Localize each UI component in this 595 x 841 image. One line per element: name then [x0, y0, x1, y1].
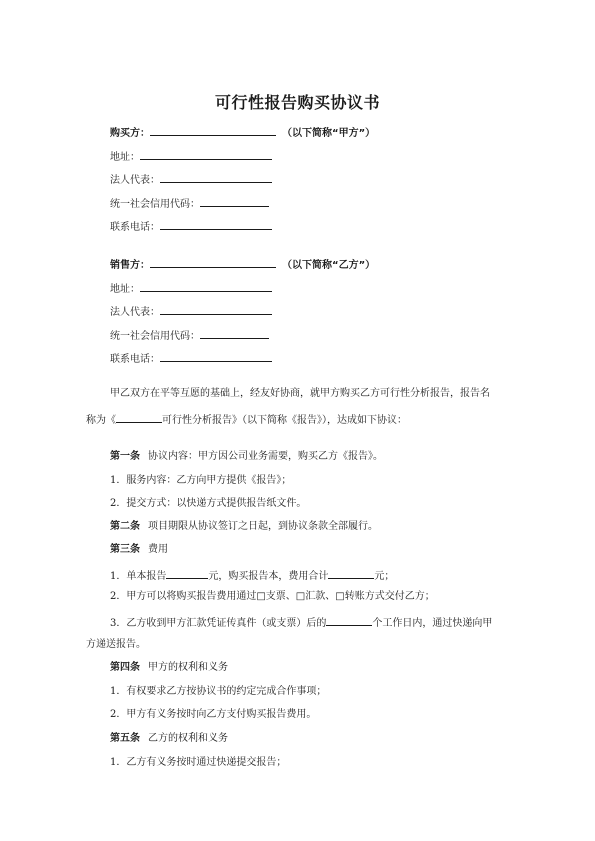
article-5-item-1: 1．乙方有义务按时通过快递提交报告； — [110, 757, 287, 768]
article-4-item-1: 1．有权要求乙方按协议书的约定完成合作事项； — [110, 686, 327, 697]
party-a-phone-label: 联系电话： — [110, 222, 160, 233]
article-5-text: 乙方的权利和义务 — [148, 733, 228, 744]
party-a-address-field[interactable] — [140, 148, 272, 160]
party-a-label: 购买方： — [110, 128, 150, 139]
party-a-address-label: 地址： — [110, 152, 140, 163]
working-days-field[interactable] — [326, 614, 372, 626]
article-1-item-1: 1．服务内容：乙方向甲方提供《报告》； — [110, 475, 292, 486]
party-a-credit-code-row — [110, 195, 269, 212]
unit-price-field[interactable] — [166, 567, 208, 579]
party-b-phone-row — [110, 350, 272, 367]
article-3 — [110, 543, 168, 557]
party-a-legal-rep-field[interactable] — [160, 171, 272, 183]
article-2-text: 项目期限从协议签订之日起，到协议条款全部履行。 — [148, 521, 378, 532]
party-b-row — [110, 256, 375, 273]
party-b-phone-field[interactable] — [160, 350, 272, 362]
preamble-line-2 — [86, 411, 407, 428]
article-1 — [110, 450, 383, 464]
article-3-item-3 — [110, 614, 492, 631]
party-b-credit-code-row — [110, 327, 269, 344]
party-a-name-field[interactable] — [150, 124, 276, 136]
article-3-item-3-b: 个工作日内，通过快递向甲 — [372, 618, 493, 629]
article-3-item-1-b: 元，购买报告本，费用合计 — [208, 571, 329, 582]
party-b-legal-rep-field[interactable] — [160, 303, 272, 315]
article-4 — [110, 661, 228, 675]
article-3-item-1-a: 1．单本报告 — [110, 571, 167, 582]
party-b-address-row — [110, 280, 272, 297]
party-a-legal-rep-label: 法人代表： — [110, 175, 160, 186]
party-a-credit-code-label: 统一社会信用代码： — [110, 199, 200, 210]
article-1-item-2: 2．提交方式：以快递方式提供报告纸文件。 — [110, 498, 307, 509]
article-3-item-1 — [110, 567, 394, 584]
party-b-phone-label: 联系电话： — [110, 354, 160, 365]
party-b-legal-rep-label: 法人代表： — [110, 307, 160, 318]
report-name-field[interactable] — [116, 411, 162, 423]
party-b-legal-rep-row — [110, 303, 272, 320]
party-b-credit-code-label: 统一社会信用代码： — [110, 331, 200, 342]
preamble-line-1: 甲乙双方在平等互愿的基础上，经友好协商，就甲方购买乙方可行性分析报告，报告名 — [110, 388, 490, 399]
preamble-line-2-start: 称为《 — [86, 415, 116, 426]
total-fee-field[interactable] — [328, 567, 374, 579]
party-a-address-row — [110, 148, 272, 165]
article-1-heading: 第一条 — [110, 451, 140, 462]
party-b-label: 销售方： — [110, 260, 150, 271]
article-4-heading: 第四条 — [110, 662, 140, 673]
article-3-item-3-continued: 方递送报告。 — [86, 639, 146, 650]
party-b-address-label: 地址： — [110, 284, 140, 295]
article-3-item-1-c: 元； — [374, 571, 395, 582]
article-4-text: 甲方的权利和义务 — [148, 662, 228, 673]
article-1-text: 协议内容：甲方因公司业务需要，购买乙方《报告》。 — [148, 451, 383, 462]
party-a-phone-row — [110, 218, 272, 235]
article-4-item-2: 2．甲方有义务按时向乙方支付购买报告费用。 — [110, 709, 317, 720]
preamble-line-2-end: 可行性分析报告》（以下简称《报告》），达成如下协议： — [162, 415, 407, 426]
party-a-row — [110, 124, 375, 141]
party-b-address-field[interactable] — [140, 280, 272, 292]
article-5 — [110, 732, 228, 746]
article-3-item-2: 2．甲方可以将购买报告费用通过□支票、□汇款、□转账方式交付乙方； — [110, 591, 435, 602]
article-2-heading: 第二条 — [110, 521, 140, 532]
party-a-credit-code-field[interactable] — [200, 195, 269, 207]
party-a-alias: （以下简称“甲方”） — [282, 128, 376, 139]
article-2 — [110, 520, 378, 534]
article-3-text: 费用 — [148, 544, 168, 555]
article-5-heading: 第五条 — [110, 733, 140, 744]
article-3-heading: 第三条 — [110, 544, 140, 555]
party-b-alias: （以下简称“乙方”） — [282, 260, 376, 271]
party-a-phone-field[interactable] — [160, 218, 272, 230]
party-b-credit-code-field[interactable] — [200, 327, 269, 339]
party-b-name-field[interactable] — [150, 256, 276, 268]
article-3-item-3-a: 3．乙方收到甲方汇款凭证传真件（或支票）后的 — [110, 618, 327, 629]
party-a-legal-rep-row — [110, 171, 272, 188]
document-title: 可行性报告购买协议书 — [214, 93, 380, 112]
